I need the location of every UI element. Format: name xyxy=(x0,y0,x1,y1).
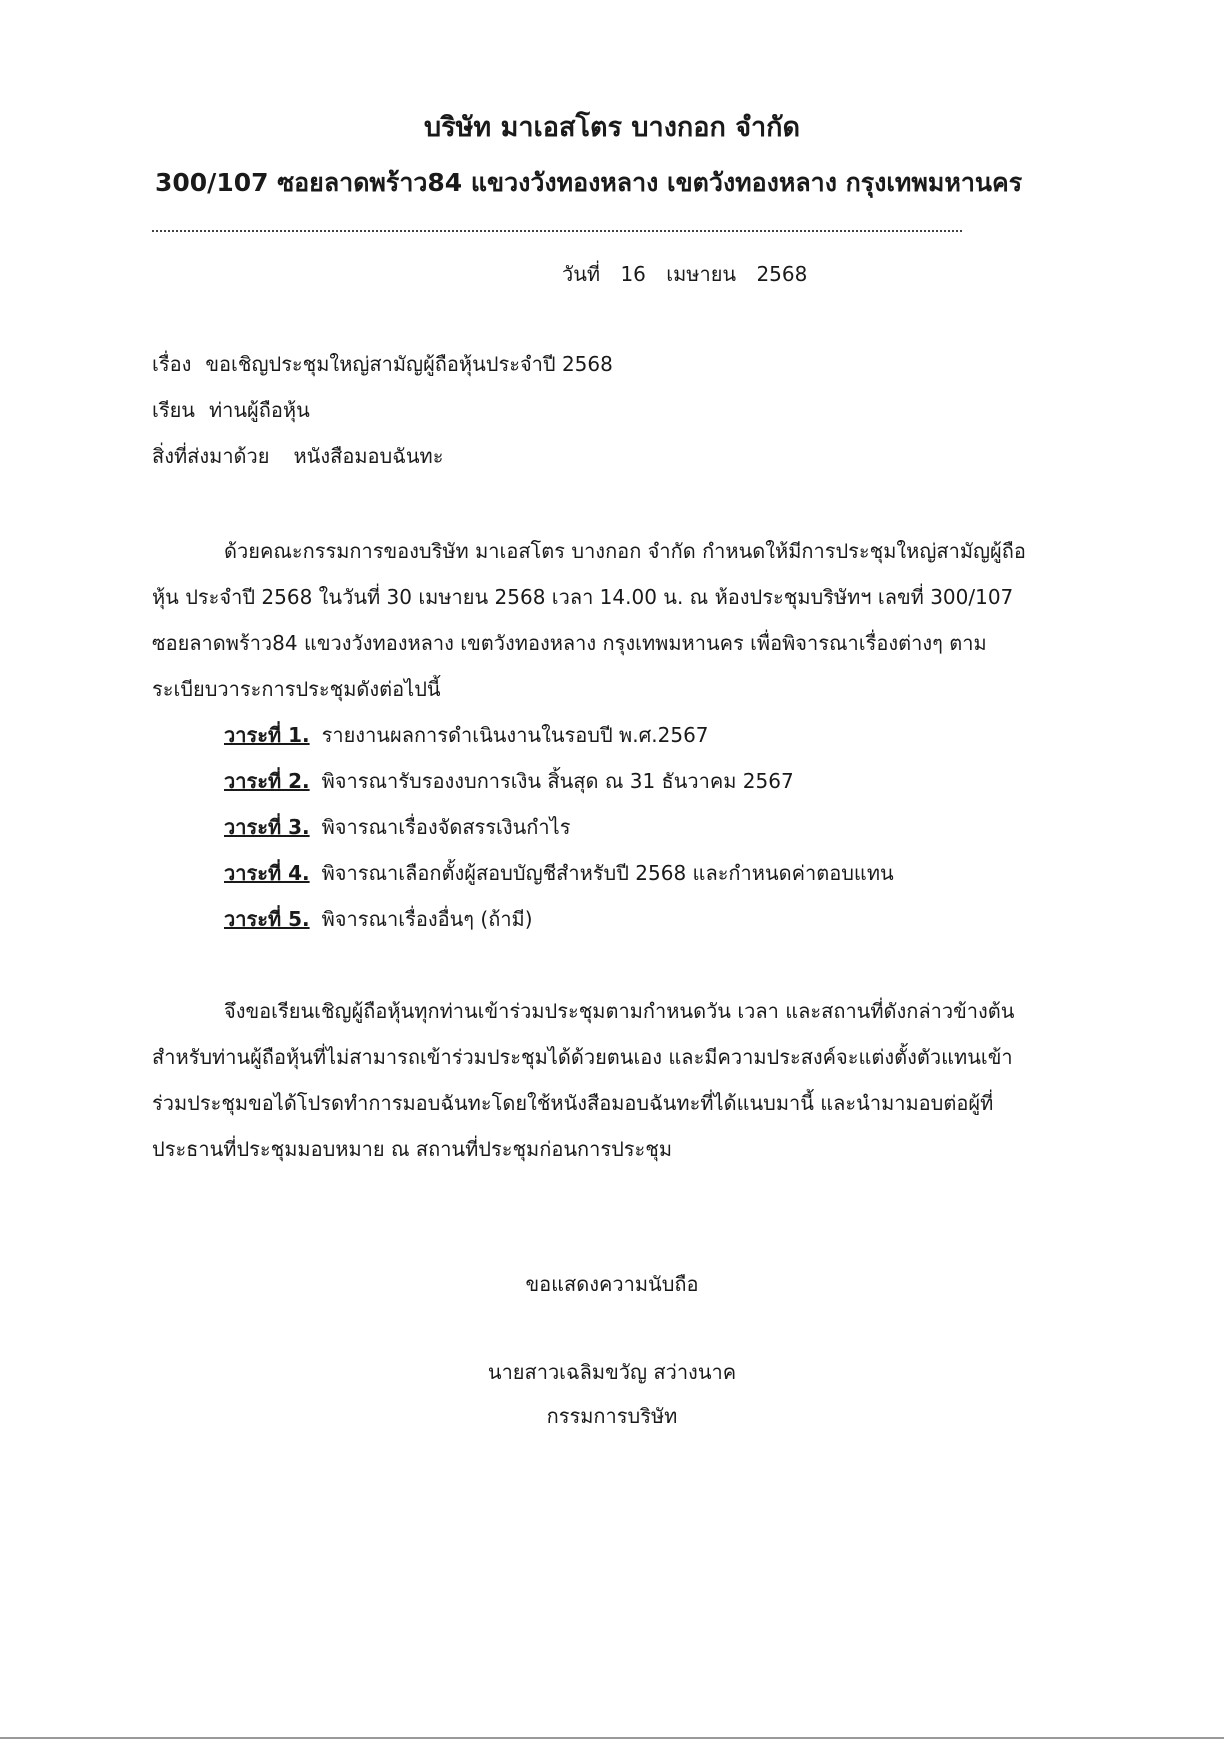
agenda-text: พิจารณาเรื่องจัดสรรเงินกำไร xyxy=(321,815,571,839)
agenda-number: วาระที่ 4. xyxy=(224,861,310,885)
agenda-text: รายงานผลการดำเนินงานในรอบปี พ.ศ.2567 xyxy=(321,723,709,747)
closing-salutation: ขอแสดงความนับถือ xyxy=(525,1272,699,1296)
date-year: 2568 xyxy=(756,262,808,286)
enclosure-label: สิ่งที่ส่งมาด้วย xyxy=(152,444,270,468)
subject-line xyxy=(152,348,613,380)
agenda-text: พิจารณาเลือกตั้งผู้สอบบัญชีสำหรับปี 2568 และกำหนดค่าตอบแทน xyxy=(321,861,894,885)
paragraph2-line: ประธานที่ประชุมมอบหมาย ณ สถานที่ประชุมก่อนการประชุม xyxy=(152,1137,673,1161)
signer-name: นายสาวเฉลิมขวัญ สว่างนาค xyxy=(487,1360,737,1384)
agenda-item xyxy=(224,903,533,935)
agenda-item xyxy=(224,811,570,843)
agenda-number: วาระที่ 1. xyxy=(224,723,310,747)
paragraph2-line: จึงขอเรียนเชิญผู้ถือหุ้นทุกท่านเข้าร่วมประชุมตามกำหนดวัน เวลา และสถานที่ดังกล่าวข้างต้น xyxy=(224,999,1015,1023)
paragraph1-line: ด้วยคณะกรรมการของบริษัท มาเอสโตร บางกอก จำกัด กำหนดให้มีการประชุมใหญ่สามัญผู้ถือ xyxy=(224,539,1026,563)
addressee-value: ท่านผู้ถือหุ้น xyxy=(208,398,310,422)
paragraph1-line: ระเบียบวาระการประชุมดังต่อไปนี้ xyxy=(152,677,441,701)
dotted-divider xyxy=(152,212,962,232)
agenda-item xyxy=(224,765,794,797)
agenda-number: วาระที่ 2. xyxy=(224,769,310,793)
addressee-line xyxy=(152,394,310,426)
company-address: 300/107 ซอยลาดพร้าว84 แขวงวังทองหลาง เขตวังทองหลาง กรุงเทพมหานคร xyxy=(155,168,1023,197)
agenda-item xyxy=(224,719,709,751)
date-label: วันที่ xyxy=(562,262,601,286)
agenda-number: วาระที่ 3. xyxy=(224,815,310,839)
addressee-label: เรียน xyxy=(152,398,195,422)
enclosure-value: หนังสือมอบฉันทะ xyxy=(293,444,444,468)
company-name: บริษัท มาเอสโตร บางกอก จำกัด xyxy=(423,112,801,143)
date-day: 16 xyxy=(620,262,646,286)
agenda-number: วาระที่ 5. xyxy=(224,907,310,931)
subject-value: ขอเชิญประชุมใหญ่สามัญผู้ถือหุ้นประจำปี 2568 xyxy=(205,352,613,376)
paragraph1-line: หุ้น ประจำปี 2568 ในวันที่ 30 เมษายน 2568 เวลา 14.00 น. ณ ห้องประชุมบริษัทฯ เลขที่ 300/107 xyxy=(152,585,1014,609)
date-month: เมษายน xyxy=(666,262,737,286)
agenda-text: พิจารณาเรื่องอื่นๆ (ถ้ามี) xyxy=(321,907,533,931)
enclosure-line xyxy=(152,440,443,472)
agenda-text: พิจารณารับรองงบการเงิน สิ้นสุด ณ 31 ธันวาคม 2567 xyxy=(321,769,794,793)
paragraph1-line: ซอยลาดพร้าว84 แขวงวังทองหลาง เขตวังทองหลาง กรุงเทพมหานคร เพื่อพิจารณาเรื่องต่างๆ ตาม xyxy=(152,631,987,655)
letter-date xyxy=(562,258,821,290)
signer-title: กรรมการบริษัท xyxy=(546,1404,678,1428)
paragraph2-line: ร่วมประชุมขอได้โปรดทำการมอบฉันทะโดยใช้หนังสือมอบฉันทะที่ได้แนบมานี้ และนำมามอบต่อผู้ที่ xyxy=(152,1091,994,1115)
agenda-item xyxy=(224,857,894,889)
page-bottom-rule xyxy=(0,1737,1224,1739)
paragraph2-line: สำหรับท่านผู้ถือหุ้นที่ไม่สามารถเข้าร่วมประชุมได้ด้วยตนเอง และมีความประสงค์จะแต่งตั้งตัวแทนเข้า xyxy=(152,1045,1013,1069)
subject-label: เรื่อง xyxy=(152,352,192,376)
